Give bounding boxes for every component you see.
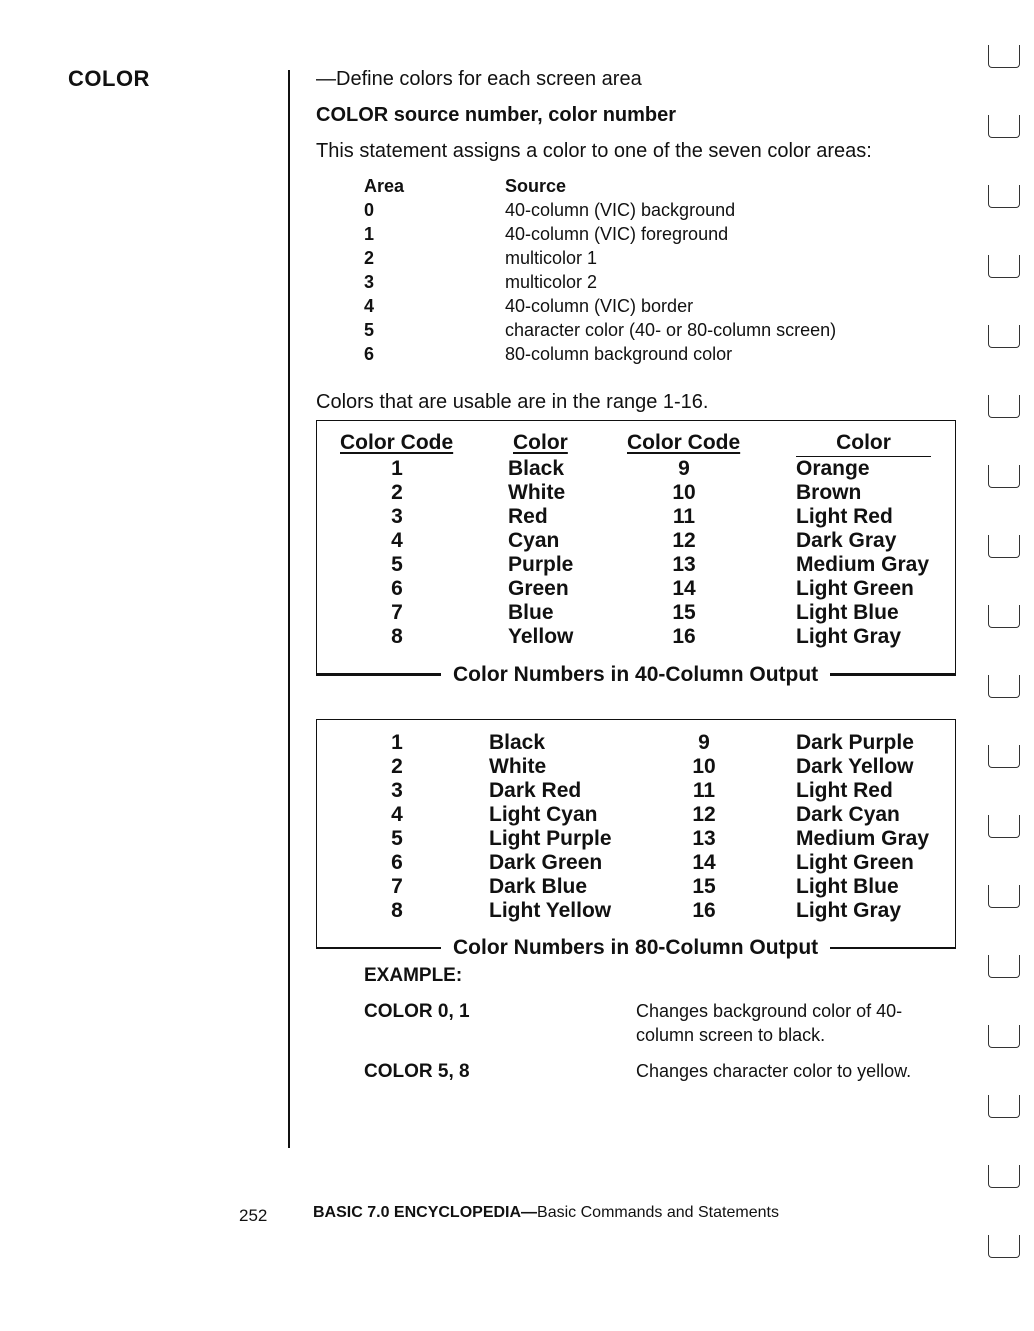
area-number: 4 xyxy=(364,296,375,316)
area-number: 5 xyxy=(364,320,375,340)
color-name-cell: Medium Gray xyxy=(796,553,930,576)
color-code-cell: 8 xyxy=(391,899,403,922)
color-code-cell: 7 xyxy=(391,601,403,624)
color-code-cell: 16 xyxy=(672,625,696,648)
binding-mark xyxy=(988,885,1020,908)
color-name-cell: Light Blue xyxy=(796,601,899,624)
binding-mark xyxy=(988,465,1020,488)
area-table-header xyxy=(364,176,964,200)
color-name-cell: Light Cyan xyxy=(489,803,598,826)
color-code-cell: 15 xyxy=(692,875,716,898)
header-color-2: Color xyxy=(796,431,931,457)
area-row xyxy=(364,296,964,320)
area-row xyxy=(364,272,964,296)
header-color-code-1: Color Code xyxy=(340,431,454,454)
color-code-cell: 14 xyxy=(692,851,716,874)
running-footer xyxy=(313,1204,779,1222)
book-title: BASIC 7.0 ENCYCLOPEDIA— xyxy=(313,1204,538,1221)
binding-mark xyxy=(988,185,1020,208)
syntax-line: COLOR source number, color number xyxy=(316,104,677,126)
color-name-cell: Black xyxy=(508,457,565,480)
color-name-cell: Brown xyxy=(796,481,862,504)
color-code-cell: 8 xyxy=(391,625,403,648)
caption-rule-right xyxy=(830,947,956,949)
color-code-cell: 15 xyxy=(672,601,696,624)
color-code-cell: 7 xyxy=(391,875,403,898)
source-header: Source xyxy=(505,176,567,196)
binding-mark xyxy=(988,325,1020,348)
section-title: Basic Commands and Statements xyxy=(537,1204,779,1221)
color-name-cell: Light Green xyxy=(796,577,914,600)
header-color-1: Color xyxy=(513,431,568,454)
binding-mark xyxy=(988,675,1020,698)
color-code-cell: 5 xyxy=(391,553,403,576)
color-name-cell: Green xyxy=(508,577,569,600)
color-code-cell: 4 xyxy=(391,529,403,552)
binding-mark xyxy=(988,535,1020,558)
color-name-cell: Medium Gray xyxy=(796,827,930,850)
color-code-cell: 6 xyxy=(391,577,403,600)
header-color-code-2: Color Code xyxy=(627,431,741,454)
binding-mark xyxy=(988,395,1020,418)
binding-mark xyxy=(988,255,1020,278)
area-source: multicolor 1 xyxy=(505,248,598,268)
color-name-cell: Light Red xyxy=(796,779,893,802)
color-code-cell: 11 xyxy=(692,779,716,802)
color-code-cell: 16 xyxy=(692,899,716,922)
area-table xyxy=(364,176,964,368)
example-description: Changes background color of 40-column screen to black. xyxy=(636,1001,903,1045)
color-code-cell: 2 xyxy=(391,755,403,778)
caption-rule-right xyxy=(830,674,956,676)
color-name-cell: Yellow xyxy=(508,625,574,648)
color-code-cell: 2 xyxy=(391,481,403,504)
color-name-cell: Light Blue xyxy=(796,875,899,898)
example-command: COLOR 5, 8 xyxy=(364,1061,470,1082)
caption-40-text: Color Numbers in 40-Column Output xyxy=(441,663,830,687)
example-label: EXAMPLE: xyxy=(364,965,463,986)
description-text: This statement assigns a color to one of the seven color areas: xyxy=(316,140,872,162)
color-name-cell: Dark Purple xyxy=(796,731,914,754)
color-name-cell: Light Purple xyxy=(489,827,612,850)
color-code-cell: 3 xyxy=(391,779,403,802)
binding-mark xyxy=(988,605,1020,628)
color-name-cell: Black xyxy=(489,731,546,754)
binding-mark xyxy=(988,1235,1020,1258)
binding-mark xyxy=(988,115,1020,138)
color-name-cell: Dark Blue xyxy=(489,875,588,898)
color-code-cell: 13 xyxy=(692,827,716,850)
color-name-cell: Light Yellow xyxy=(489,899,612,922)
area-source: multicolor 2 xyxy=(505,272,598,292)
color-code-cell: 10 xyxy=(672,481,696,504)
color-name-cell: Dark Yellow xyxy=(796,755,914,778)
binding-mark xyxy=(988,815,1020,838)
color-code-cell: 9 xyxy=(678,457,690,480)
color-name-cell: Light Green xyxy=(796,851,914,874)
area-number: 2 xyxy=(364,248,375,268)
caption-80-text: Color Numbers in 80-Column Output xyxy=(441,936,830,960)
caption-rule-left xyxy=(316,674,441,676)
color-name-cell: Light Red xyxy=(796,505,893,528)
area-source: 40-column (VIC) border xyxy=(505,296,694,316)
area-row xyxy=(364,224,964,248)
binding-mark xyxy=(988,745,1020,768)
color-code-cell: 1 xyxy=(391,457,403,480)
caption-80 xyxy=(316,933,956,963)
color-name-cell: Red xyxy=(508,505,548,528)
intro-text: —Define colors for each screen area xyxy=(316,68,642,90)
color-name-cell: Blue xyxy=(508,601,554,624)
color-code-cell: 12 xyxy=(692,803,716,826)
binding-mark xyxy=(988,45,1020,68)
color-name-cell: Dark Green xyxy=(489,851,603,874)
color-name-cell: Dark Gray xyxy=(796,529,897,552)
color-code-cell: 6 xyxy=(391,851,403,874)
area-number: 0 xyxy=(364,200,375,220)
area-number: 1 xyxy=(364,224,375,244)
section-heading: COLOR xyxy=(68,66,150,91)
color-name-cell: Cyan xyxy=(508,529,560,552)
example-description: Changes character color to yellow. xyxy=(636,1061,912,1081)
color-code-cell: 1 xyxy=(391,731,403,754)
area-row xyxy=(364,200,964,224)
area-source: 40-column (VIC) background xyxy=(505,200,736,220)
example-command: COLOR 0, 1 xyxy=(364,1001,470,1022)
binding-mark xyxy=(988,955,1020,978)
area-row xyxy=(364,248,964,272)
area-row xyxy=(364,344,964,368)
binding-mark xyxy=(988,1025,1020,1048)
page-number: 252 xyxy=(239,1206,268,1225)
color-code-cell: 4 xyxy=(391,803,403,826)
caption-rule-left xyxy=(316,947,441,949)
area-row xyxy=(364,320,964,344)
color-name-cell: White xyxy=(508,481,566,504)
color-code-cell: 9 xyxy=(698,731,710,754)
binding-mark xyxy=(988,1095,1020,1118)
color-code-cell: 14 xyxy=(672,577,696,600)
color-name-cell: Dark Cyan xyxy=(796,803,900,826)
range-note: Colors that are usable are in the range 1-16. xyxy=(316,391,709,413)
area-source: 80-column background color xyxy=(505,344,733,364)
binding-mark xyxy=(988,1165,1020,1188)
color-name-cell: Light Gray xyxy=(796,899,902,922)
color-code-cell: 10 xyxy=(692,755,716,778)
area-number: 3 xyxy=(364,272,375,292)
color-code-cell: 12 xyxy=(672,529,696,552)
color-code-cell: 11 xyxy=(672,505,696,528)
color-name-cell: Light Gray xyxy=(796,625,902,648)
area-source: 40-column (VIC) foreground xyxy=(505,224,729,244)
color-name-cell: Dark Red xyxy=(489,779,582,802)
color-name-cell: White xyxy=(489,755,547,778)
area-header: Area xyxy=(364,176,405,196)
margin-rule xyxy=(288,70,290,1148)
caption-40 xyxy=(316,660,956,690)
color-code-cell: 13 xyxy=(672,553,696,576)
color-code-cell: 3 xyxy=(391,505,403,528)
color-name-cell: Orange xyxy=(796,457,870,480)
color-code-cell: 5 xyxy=(391,827,403,850)
area-number: 6 xyxy=(364,344,375,364)
area-source: character color (40- or 80-column screen) xyxy=(505,320,837,340)
color-name-cell: Purple xyxy=(508,553,574,576)
